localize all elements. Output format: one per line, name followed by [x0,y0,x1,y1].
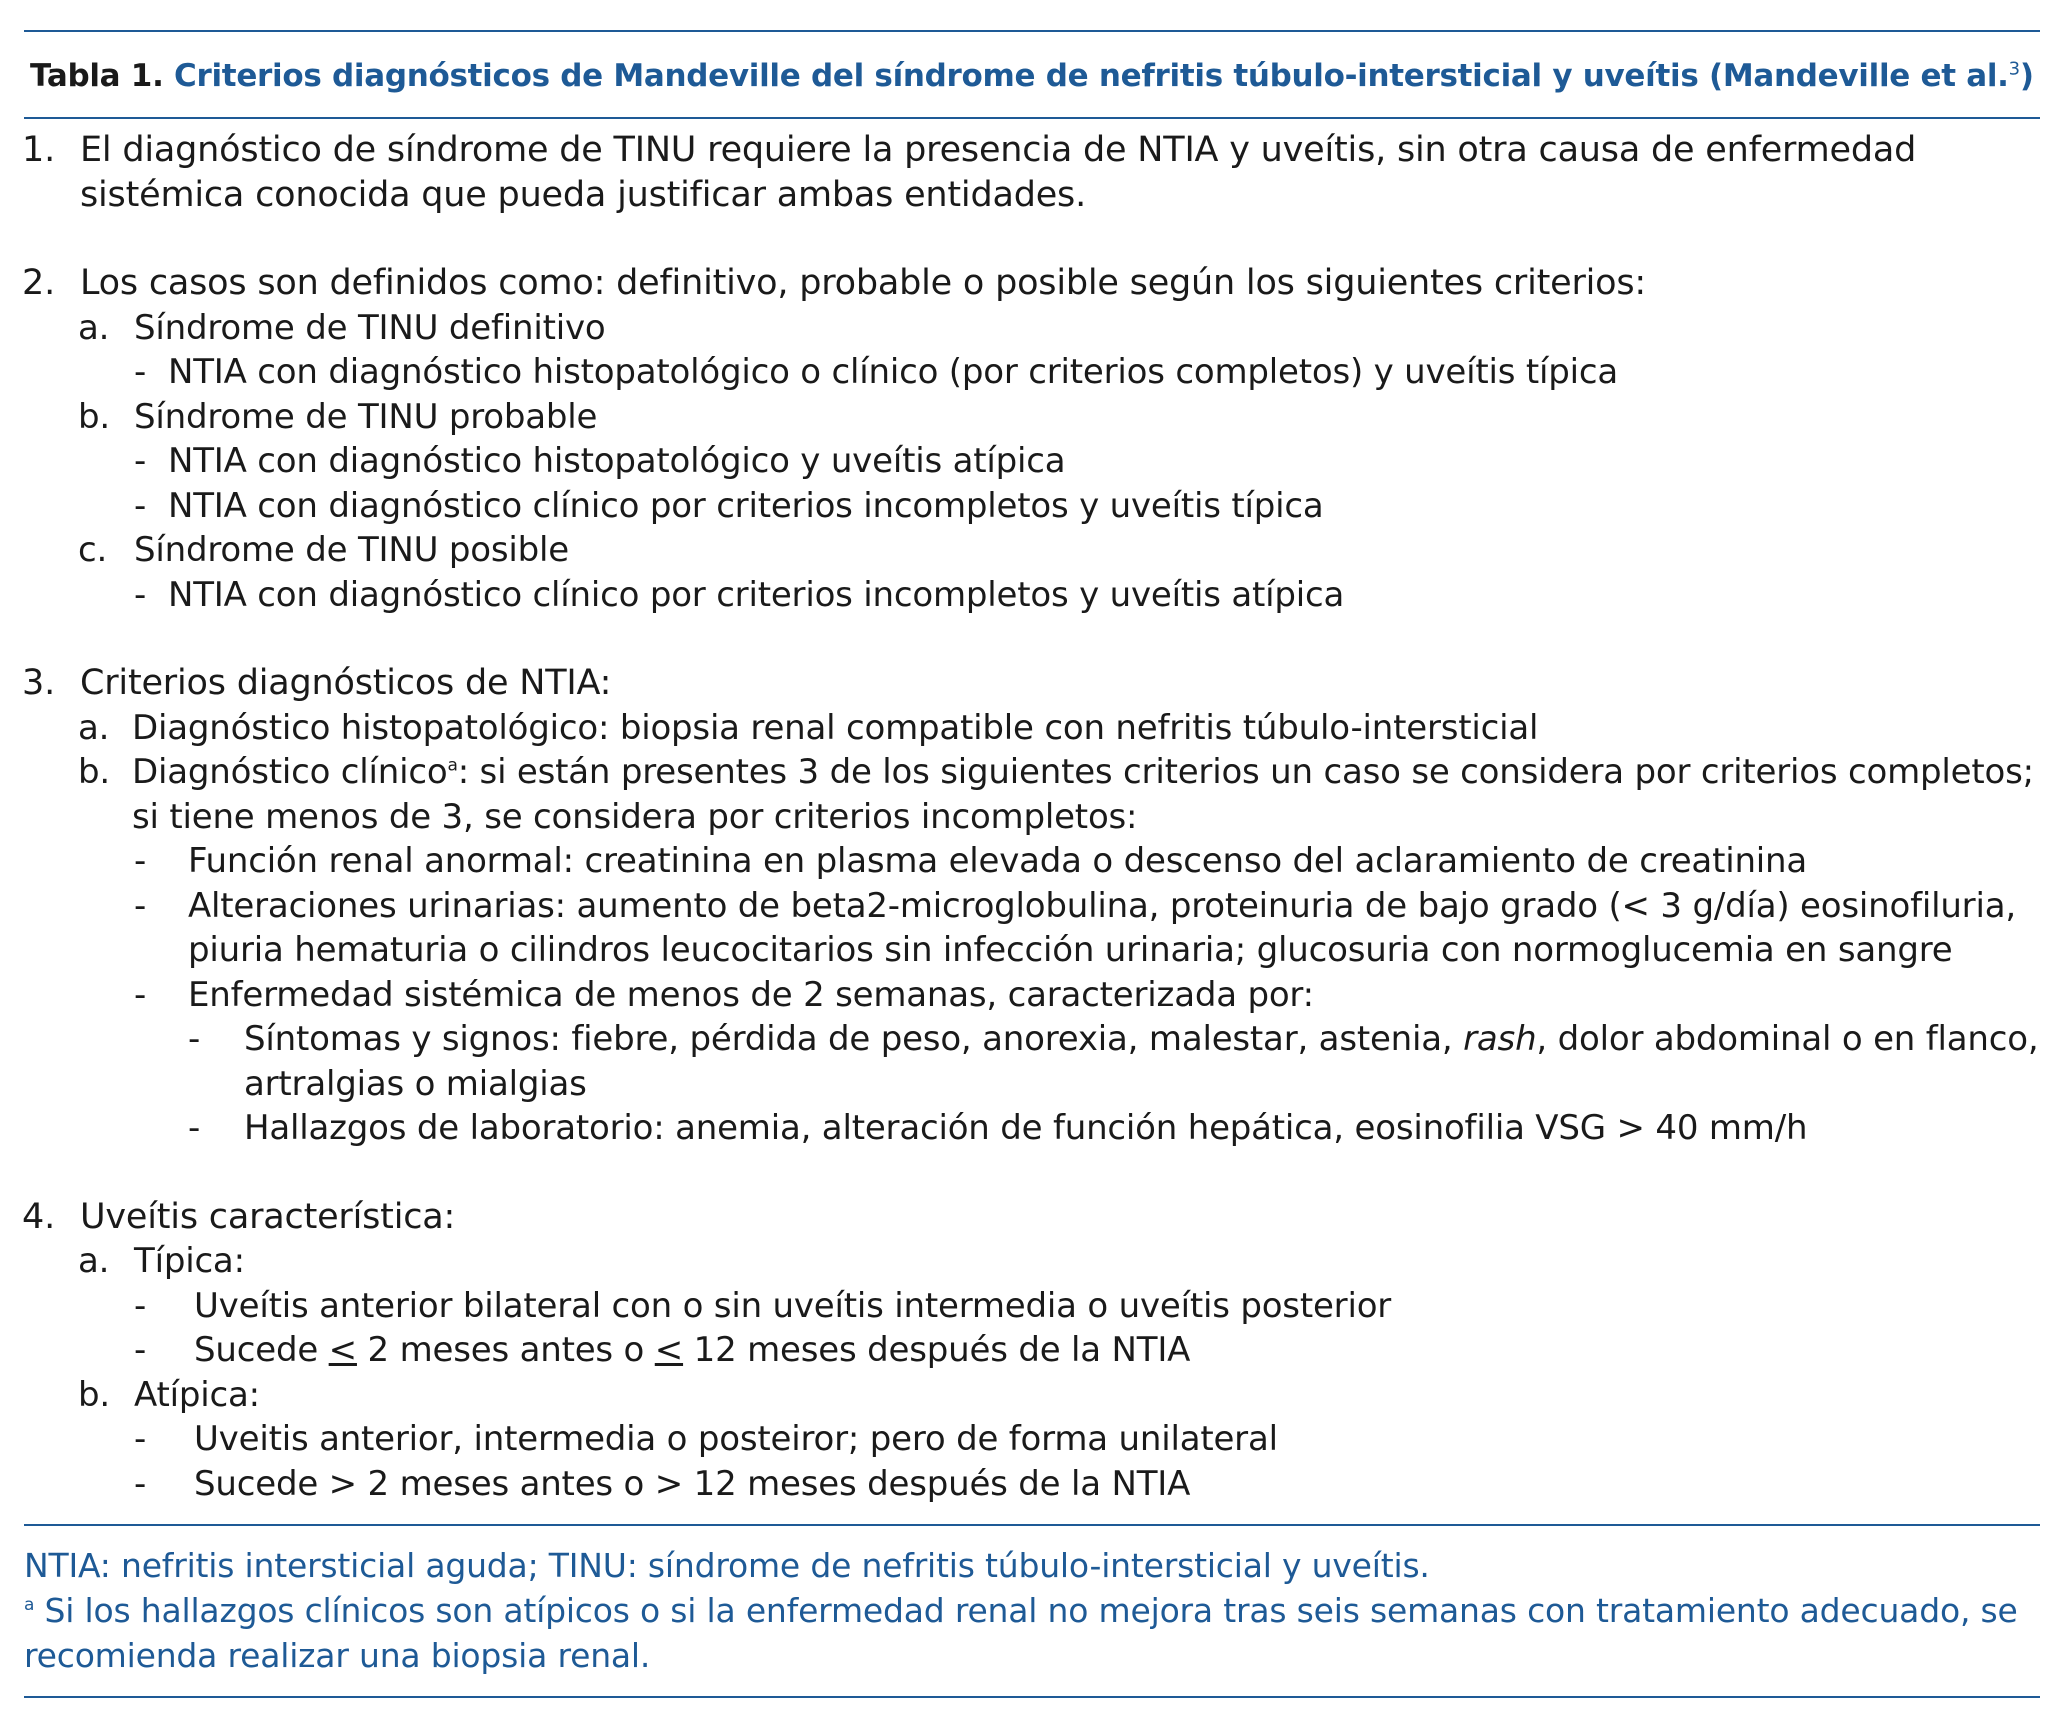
section-3 [22,661,2040,1151]
footnote-mark: a [24,1595,35,1615]
item-text: NTIA con diagnóstico histopatológico y uveítis atípica [168,441,1066,481]
sub-label: Típica: [134,1241,245,1281]
list-item [22,350,2040,395]
list-item [22,484,2040,529]
item-text: NTIA con diagnóstico clínico por criterios incompletos y uveítis típica [168,485,1324,526]
item-text: Enfermedad sistémica de menos de 2 semanas, caracterizada por: [188,974,1314,1015]
list-item [22,1462,2040,1507]
footer-rule [24,1524,2040,1526]
list-item [22,439,2040,484]
list-item [22,1417,2040,1462]
item-text: Alteraciones urinarias: aumento de beta2-microglobulina, proteinuria de bajo grado (< 3 g/día) eosinofiluria, piuria hematuria o cilindros leucocitarios sin infección urinaria; glucosuria con normoglucemia en sangre [188,885,2016,970]
dash-bullet: - [134,1463,147,1504]
table-caption [30,58,2040,94]
item-text: Hallazgos de laboratorio: anemia, alteración de función hepática, eosinofilia VSG > 40 mm/h [244,1108,1808,1148]
sub-letter: b. [78,1374,110,1415]
caption-ref: 3 [2008,58,2020,80]
sub-label: Diagnóstico histopatológico: biopsia renal compatible con nefritis túbulo-intersticial [132,707,1539,748]
dash-bullet: - [134,352,147,392]
subsection-c [22,528,2040,573]
item-text: Uveítis anterior bilateral con o sin uveítis intermedia o uveítis posterior [194,1285,1392,1326]
section-text: Uveítis característica: [80,1196,456,1237]
list-item [22,839,2040,884]
item-text: Sucede < 2 meses antes o < 12 meses después de la NTIA [194,1330,1191,1370]
list-item [22,1328,2040,1373]
sub-letter: b. [78,396,110,437]
dash-bullet: - [134,1330,147,1370]
caption-rule [24,117,2040,119]
sub-label: Síndrome de TINU definitivo [134,307,606,348]
dash-bullet: - [188,1108,201,1148]
sub-letter: a. [78,307,110,348]
caption-label: Tabla 1. [30,58,164,94]
dash-bullet: - [134,841,147,881]
dash-bullet: - [134,885,147,926]
sub-letter: a. [78,707,110,748]
sub-letter: b. [78,752,110,792]
section-text: Los casos son definidos como: definitivo, probable o posible según los siguientes criterios: [80,263,1647,303]
bottom-rule [24,1696,2040,1698]
section-text: Criterios diagnósticos de NTIA: [80,663,612,703]
sub-letter: c. [78,530,108,570]
section-4 [22,1195,2040,1507]
item-text: Sucede > 2 meses antes o > 12 meses después de la NTIA [194,1463,1191,1504]
criteria-body [22,128,2040,1506]
le-symbol: < [654,1330,684,1370]
section-1 [22,128,2040,217]
section-2 [22,261,2040,617]
section-number: 2. [22,263,55,303]
subsection-b [22,750,2040,839]
section-number: 3. [22,663,55,703]
sub-label: Diagnóstico clínico$^a$: si están presentes 3 de los siguientes criterios un caso se considera por criterios completos; si tiene menos de 3, se considera por criterios incompletos: [132,752,2034,837]
dash-bullet: - [188,1019,201,1059]
footnote-mark: a [447,755,458,776]
sub-letter: a. [78,1241,110,1281]
list-item [22,973,2040,1018]
section-number: 4. [22,1196,55,1237]
list-item [22,1106,2040,1151]
dash-bullet: - [134,485,147,526]
subsection-b [22,1373,2040,1418]
subsection-a [22,306,2040,351]
subsection-a [22,1239,2040,1284]
section-text: El diagnóstico de síndrome de TINU requiere la presencia de NTIA y uveítis, sin otra causa de enfermedad sistémica conocida que pueda justificar ambas entidades. [80,130,1917,215]
caption-close: ) [2019,58,2034,94]
sub-label: Atípica: [134,1374,260,1415]
dash-bullet: - [134,574,147,615]
subsection-b [22,395,2040,440]
top-rule [24,30,2040,32]
caption-title: Criterios diagnósticos de Mandeville del síndrome de nefritis túbulo-intersticial y uveítis (Mandeville et al. [174,58,2009,94]
dash-bullet: - [134,441,147,481]
item-text: Función renal anormal: creatinina en plasma elevada o descenso del aclaramiento de creatinina [188,841,1808,881]
dash-bullet: - [134,1419,147,1459]
dash-bullet: - [134,1285,147,1326]
subsection-a [22,706,2040,751]
item-text: NTIA con diagnóstico histopatológico o clínico (por criterios completos) y uveítis típica [168,352,1619,392]
item-text: Síntomas y signos: fiebre, pérdida de peso, anorexia, malestar, astenia, rash, dolor abdominal o en flanco, artralgias o mialgias [244,1019,2039,1104]
list-item [22,1284,2040,1329]
list-item [22,884,2040,973]
list-item [22,1017,2040,1106]
footnotes [24,1543,2040,1678]
item-text: NTIA con diagnóstico clínico por criterios incompletos y uveítis atípica [168,574,1345,615]
abbreviations-note: NTIA: nefritis intersticial aguda; TINU: síndrome de nefritis túbulo-intersticial y uveítis. [24,1546,1430,1585]
item-text: Uveitis anterior, intermedia o posteiror; pero de forma unilateral [194,1419,1278,1459]
le-symbol: < [328,1330,357,1370]
list-item [22,573,2040,618]
dash-bullet: - [134,974,147,1015]
sub-label: Síndrome de TINU probable [134,396,598,437]
section-number: 1. [22,130,55,170]
footnote-a: $^a$ Si los hallazgos clínicos son atípicos o si la enfermedad renal no mejora tras seis semanas con tratamiento adecuado, se recomienda realizar una biopsia renal. [24,1591,2018,1675]
sub-label: Síndrome de TINU posible [134,530,569,570]
